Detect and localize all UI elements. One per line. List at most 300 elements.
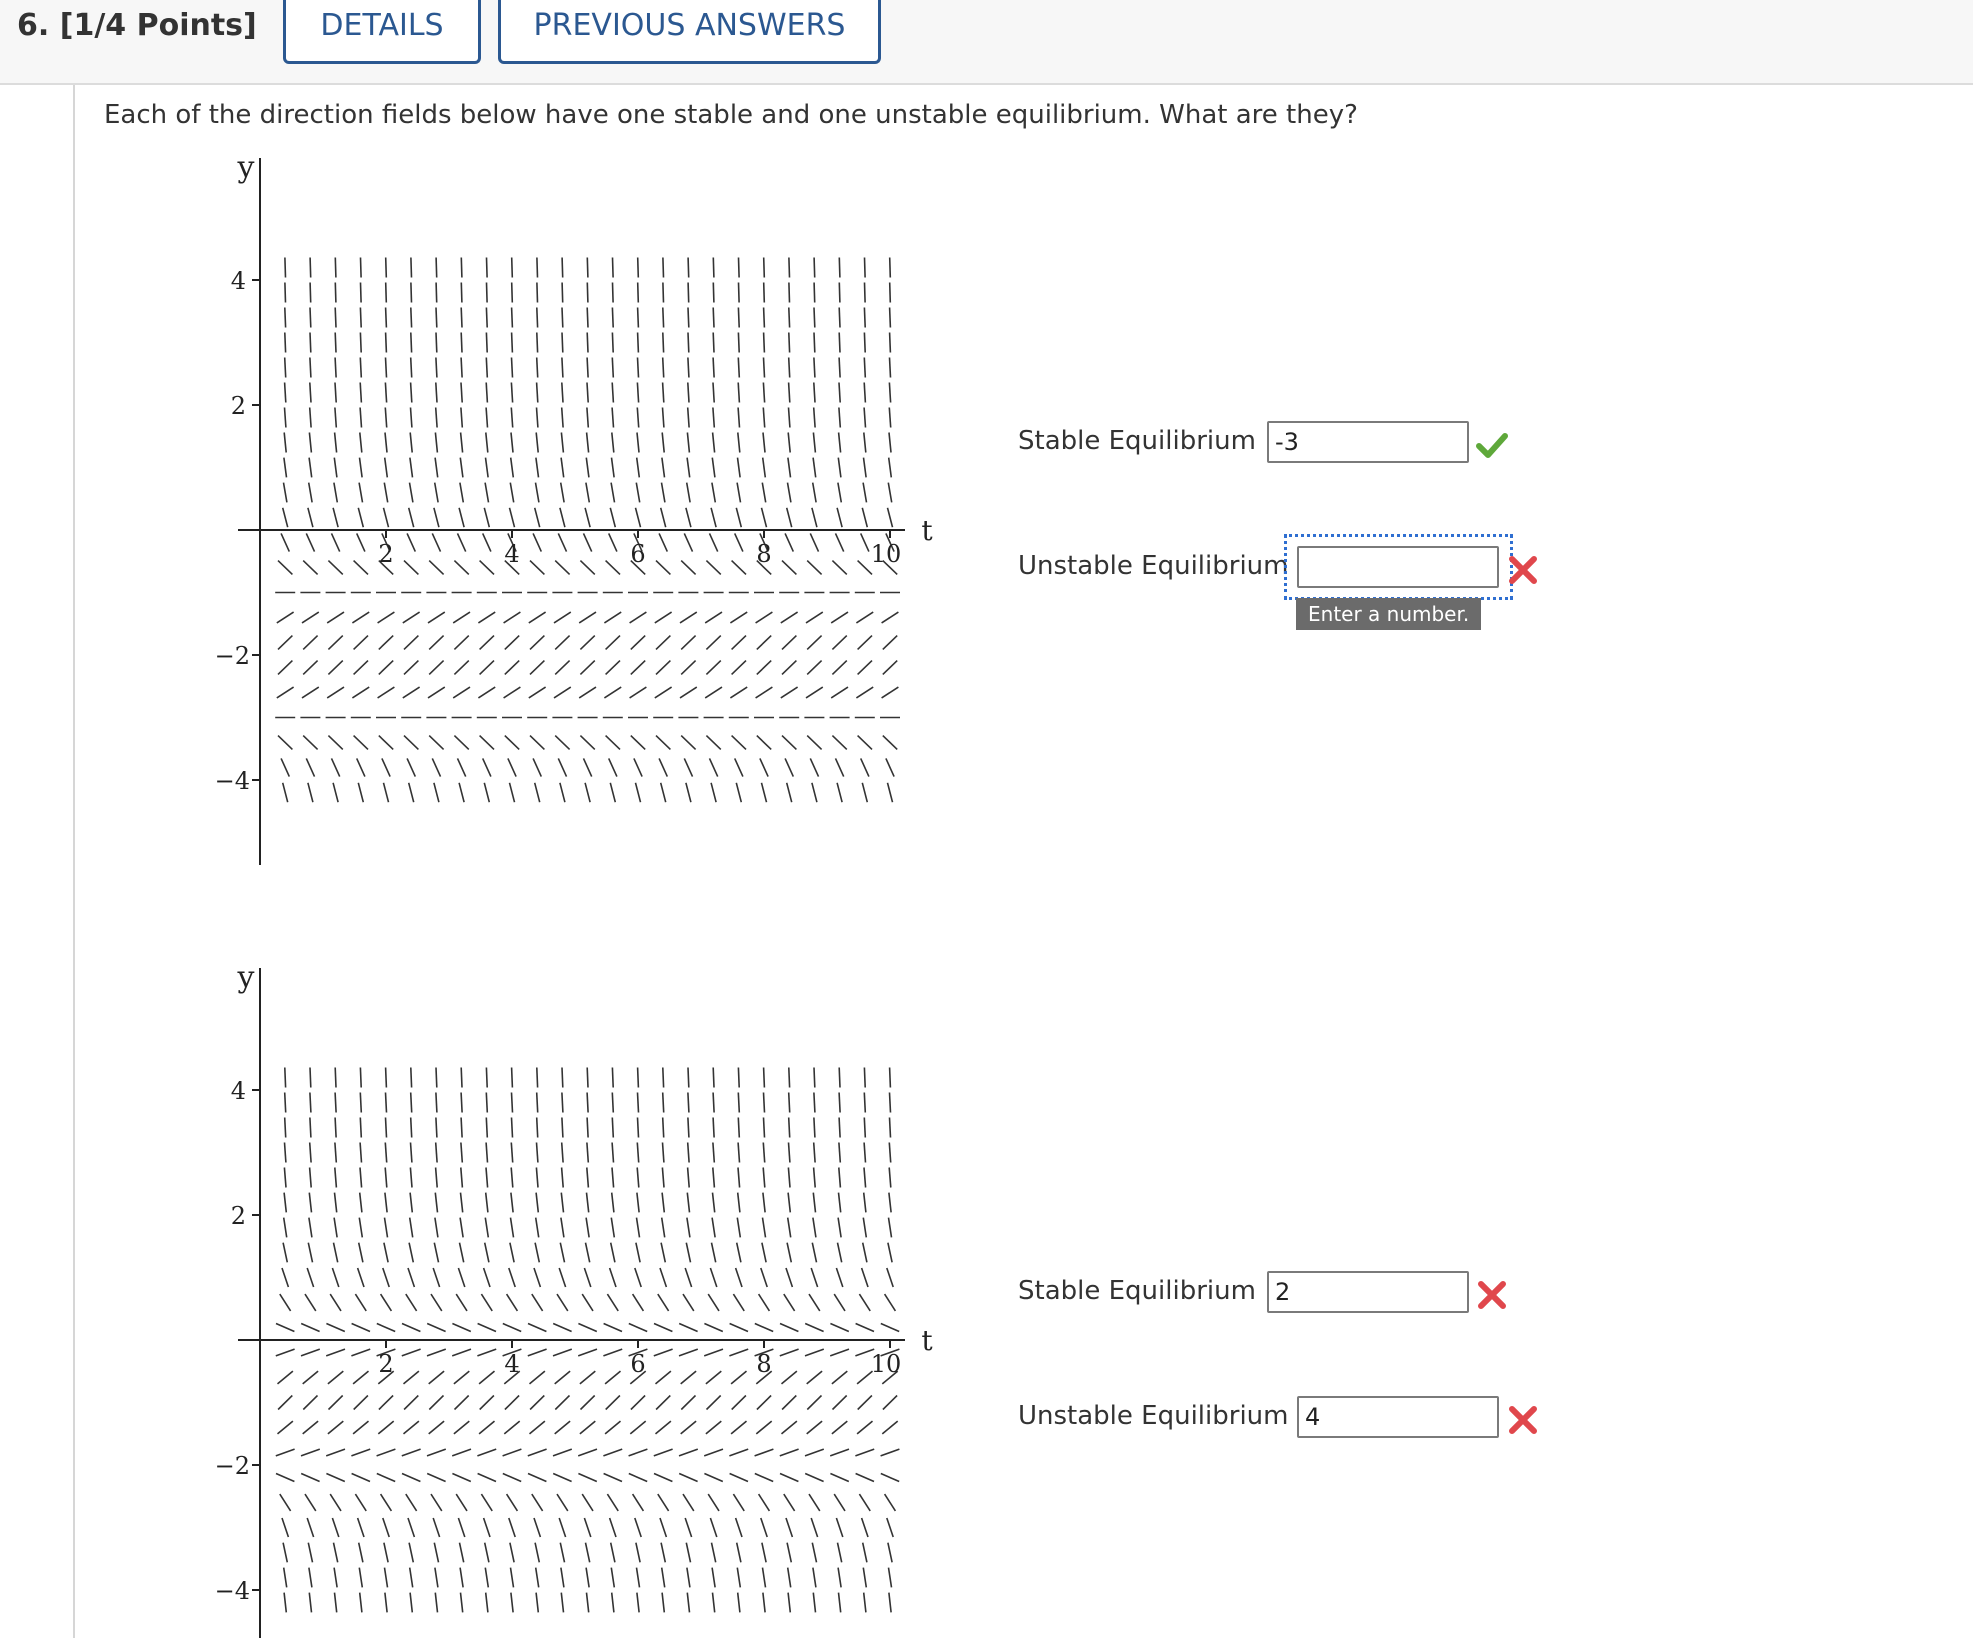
slope-mark [654, 1349, 673, 1356]
slope-mark [507, 1294, 518, 1311]
slope-mark [386, 1093, 387, 1113]
slope-mark [429, 1371, 444, 1384]
slope-mark [480, 661, 494, 675]
slope-mark [359, 483, 362, 503]
slope-mark [864, 1168, 866, 1188]
slope-mark [335, 333, 336, 353]
slope-mark [679, 1474, 697, 1482]
slope-mark [333, 783, 338, 802]
slope-mark [354, 1396, 368, 1410]
slope-mark [864, 1093, 865, 1113]
slope-mark [512, 1068, 513, 1088]
slope-mark [839, 308, 840, 328]
slope-mark [310, 333, 311, 353]
slope-mark [587, 358, 588, 378]
slope-mark [606, 736, 620, 750]
slope-mark [436, 258, 437, 278]
slope-mark [611, 1218, 614, 1238]
slope-mark [864, 333, 865, 353]
slope-mark [888, 483, 891, 503]
slope-mark [411, 1093, 412, 1113]
slope-mark [687, 1593, 689, 1613]
slope-mark [882, 1421, 897, 1434]
slope-mark [605, 1371, 620, 1384]
slope-mark [731, 1371, 746, 1384]
slope-mark [582, 1294, 593, 1311]
slope-mark [329, 1396, 343, 1410]
slope-mark [788, 483, 791, 503]
slope-mark [856, 612, 873, 623]
slope-mark [283, 1243, 287, 1263]
slope-mark [386, 1118, 387, 1138]
slope-mark [511, 383, 512, 403]
slope-mark [428, 612, 445, 623]
slope-mark [308, 1243, 312, 1263]
slope-mark [536, 1593, 538, 1613]
slope-mark [537, 383, 538, 403]
slope-mark [480, 561, 494, 575]
slope-mark [836, 1268, 842, 1287]
slope-mark [454, 661, 468, 675]
slope-mark [782, 636, 796, 650]
slope-mark [402, 1449, 421, 1456]
slope-mark [711, 508, 716, 527]
slope-mark [713, 1193, 715, 1213]
slope-mark [761, 1518, 767, 1537]
slope-mark [377, 1474, 395, 1482]
slope-mark [560, 1243, 564, 1263]
slope-mark [586, 1568, 589, 1588]
slope-mark [562, 333, 563, 353]
slope-mark [578, 1474, 596, 1482]
slope-mark [303, 561, 317, 575]
slope-mark [888, 783, 893, 802]
slope-mark [578, 1449, 597, 1456]
slope-mark [713, 283, 714, 303]
slope-mark [352, 687, 369, 698]
slope-mark [680, 612, 697, 623]
slope-mark [755, 1449, 774, 1456]
slope-mark [285, 333, 286, 353]
slope-mark [280, 1294, 291, 1311]
slope-mark [310, 358, 311, 378]
slope-mark [881, 1324, 899, 1332]
slope-mark [383, 1518, 389, 1537]
slope-mark [587, 283, 588, 303]
slope-mark [409, 783, 414, 802]
slope-mark [604, 1474, 622, 1482]
slope-mark [562, 258, 563, 278]
unstable-equilibrium-input-1[interactable] [1297, 546, 1499, 588]
slope-mark [663, 1093, 664, 1113]
slope-mark [332, 1518, 338, 1537]
slope-mark [881, 1449, 900, 1456]
stable-equilibrium-input-2[interactable] [1267, 1271, 1469, 1313]
slope-mark [301, 1449, 320, 1456]
slope-mark [434, 783, 439, 802]
slope-mark [461, 1593, 463, 1613]
slope-mark [836, 758, 844, 776]
slope-mark [706, 1371, 721, 1384]
slope-mark [486, 408, 487, 428]
slope-mark [763, 1143, 764, 1163]
slope-mark [732, 561, 746, 575]
slope-mark [889, 383, 890, 403]
slope-mark [662, 483, 665, 503]
slope-mark [685, 1268, 691, 1287]
slope-mark [587, 1593, 589, 1613]
slope-mark [587, 333, 588, 353]
slope-mark [435, 1193, 437, 1213]
slope-mark [530, 661, 544, 675]
slope-mark [830, 1449, 849, 1456]
slope-mark [358, 1268, 364, 1287]
slope-mark [530, 561, 544, 575]
slope-mark [479, 1421, 494, 1434]
slope-mark [730, 687, 747, 698]
slope-mark [404, 1396, 418, 1410]
slope-mark [612, 458, 615, 478]
slope-mark [786, 1268, 792, 1287]
slope-mark [330, 1294, 341, 1311]
slope-mark [704, 1449, 723, 1456]
slope-mark [460, 1243, 464, 1263]
slope-mark [536, 458, 539, 478]
slope-mark [832, 1371, 847, 1384]
slope-mark [836, 533, 844, 551]
slope-mark [612, 1143, 613, 1163]
slope-mark [739, 258, 740, 278]
slope-mark [706, 661, 720, 675]
slope-mark [461, 433, 463, 453]
slope-mark [536, 483, 539, 503]
slope-mark [832, 661, 846, 675]
stable-equilibrium-label-2: Stable Equilibrium [1018, 1276, 1256, 1306]
slope-mark [713, 258, 714, 278]
slope-mark [580, 636, 594, 650]
slope-mark [456, 1494, 467, 1511]
slope-mark [460, 458, 463, 478]
slope-mark [283, 508, 288, 527]
slope-mark [458, 1518, 464, 1537]
slope-mark [807, 1371, 822, 1384]
slope-mark [781, 687, 798, 698]
slope-mark [536, 433, 538, 453]
slope-mark [656, 1396, 670, 1410]
slope-mark [789, 358, 790, 378]
slope-mark [511, 1193, 513, 1213]
slope-mark [834, 1294, 845, 1311]
slope-mark [359, 1243, 363, 1263]
slope-mark [536, 1193, 538, 1213]
slope-mark [708, 1294, 719, 1311]
slope-mark [285, 1093, 286, 1113]
slope-mark [681, 661, 695, 675]
question-text: Each of the direction fields below have one stable and one unstable equilibrium. What are they? [104, 100, 1358, 130]
slope-mark [411, 358, 412, 378]
slope-mark [656, 1421, 671, 1434]
slope-mark [661, 508, 666, 527]
slope-mark [839, 1593, 841, 1613]
slope-mark [688, 358, 689, 378]
slope-mark [861, 758, 869, 776]
slope-mark [301, 1349, 320, 1356]
slope-mark [679, 1449, 698, 1456]
slope-mark [361, 258, 362, 278]
slope-mark [839, 383, 840, 403]
slope-mark [335, 1593, 337, 1613]
slope-mark [883, 736, 897, 750]
slope-mark [553, 1349, 572, 1356]
slope-mark [485, 1568, 488, 1588]
slope-mark [379, 636, 393, 650]
slope-mark [382, 758, 390, 776]
slope-mark [785, 758, 793, 776]
slope-mark [453, 687, 470, 698]
y-axis-label: y [237, 960, 255, 995]
slope-mark [327, 687, 344, 698]
slope-mark [560, 1543, 564, 1563]
slope-mark [504, 687, 521, 698]
slope-mark [310, 1118, 311, 1138]
slope-mark [658, 1294, 669, 1311]
slope-mark [764, 258, 765, 278]
slope-mark [764, 283, 765, 303]
slope-mark [411, 258, 412, 278]
details-button[interactable]: DETAILS [283, 0, 481, 64]
slope-mark [357, 758, 365, 776]
slope-mark [385, 1168, 387, 1188]
slope-mark [434, 508, 439, 527]
slope-mark [805, 1474, 823, 1482]
slope-mark [630, 1421, 645, 1434]
unstable-equilibrium-input-2[interactable] [1297, 1396, 1499, 1438]
slope-mark [302, 687, 319, 698]
slope-mark [837, 508, 842, 527]
stable-equilibrium-label-1: Stable Equilibrium [1018, 426, 1256, 456]
slope-mark [328, 561, 342, 575]
slope-mark [609, 533, 617, 551]
slope-mark [560, 508, 565, 527]
slope-mark [735, 533, 743, 551]
slope-mark [839, 1143, 840, 1163]
slope-mark [611, 483, 614, 503]
slope-mark [561, 483, 564, 503]
previous-answers-button[interactable]: PREVIOUS ANSWERS [498, 0, 881, 64]
slope-mark [326, 1324, 344, 1332]
slope-mark [864, 1193, 866, 1213]
slope-mark [453, 612, 470, 623]
slope-mark [662, 458, 665, 478]
slope-mark [309, 1218, 312, 1238]
slope-mark [710, 758, 718, 776]
slope-mark [612, 1168, 614, 1188]
slope-mark [606, 636, 620, 650]
slope-mark [282, 1268, 288, 1287]
slope-mark [755, 1324, 773, 1332]
slope-mark [309, 1568, 312, 1588]
slope-mark [858, 636, 872, 650]
x-tick-label: 10 [870, 1350, 902, 1378]
x-tick-label: 6 [630, 540, 646, 568]
slope-mark [386, 283, 387, 303]
slope-mark [806, 612, 823, 623]
slope-mark [633, 1294, 644, 1311]
slope-mark [888, 508, 893, 527]
slope-mark [814, 308, 815, 328]
slope-mark [663, 383, 664, 403]
slope-mark [688, 1068, 689, 1088]
slope-mark [410, 458, 413, 478]
slope-mark [478, 1474, 496, 1482]
slope-mark [686, 1243, 690, 1263]
slope-mark [537, 308, 538, 328]
slope-mark [780, 1449, 799, 1456]
slope-mark [487, 258, 488, 278]
slope-mark [461, 283, 462, 303]
slope-mark [610, 1268, 616, 1287]
slope-mark [662, 1168, 664, 1188]
slope-mark [562, 1143, 563, 1163]
slope-mark [510, 483, 513, 503]
slope-mark [486, 358, 487, 378]
slope-mark [427, 1349, 446, 1356]
slope-mark [764, 333, 765, 353]
input-tooltip: Enter a number. [1296, 598, 1481, 630]
slope-mark [630, 687, 647, 698]
slope-mark [764, 358, 765, 378]
slope-mark [310, 1068, 311, 1088]
slope-mark [756, 1421, 771, 1434]
slope-mark [305, 1494, 316, 1511]
slope-mark [636, 1243, 640, 1263]
slope-mark [711, 783, 716, 802]
slope-mark [352, 612, 369, 623]
slope-mark [611, 1243, 615, 1263]
slope-mark [276, 1474, 294, 1482]
slope-mark [533, 758, 541, 776]
slope-mark [332, 1268, 338, 1287]
slope-mark [580, 1371, 595, 1384]
slope-mark [687, 483, 690, 503]
slope-mark [761, 1268, 767, 1287]
stable-equilibrium-input-1[interactable] [1267, 421, 1469, 463]
slope-mark [534, 1518, 540, 1537]
slope-mark [360, 308, 361, 328]
slope-mark [404, 561, 418, 575]
slope-mark [434, 1243, 438, 1263]
slope-mark [688, 1168, 690, 1188]
slope-mark [411, 408, 412, 428]
slope-mark [865, 258, 866, 278]
slope-mark [789, 333, 790, 353]
slope-mark [360, 1593, 362, 1613]
slope-mark [660, 1268, 666, 1287]
slope-mark [332, 533, 340, 551]
slope-mark [481, 1294, 492, 1311]
slope-mark [335, 433, 337, 453]
slope-mark [686, 1543, 690, 1563]
slope-mark [582, 1494, 593, 1511]
slope-mark [687, 1218, 690, 1238]
slope-mark [807, 1396, 821, 1410]
slope-mark [480, 736, 494, 750]
slope-mark [686, 783, 691, 802]
slope-mark [409, 1243, 413, 1263]
slope-mark [309, 483, 312, 503]
slope-mark [882, 687, 899, 698]
slope-mark [355, 1494, 366, 1511]
slope-mark [458, 533, 466, 551]
slope-mark [607, 1294, 618, 1311]
slope-mark [856, 687, 873, 698]
slope-mark [864, 408, 865, 428]
slope-mark [663, 408, 664, 428]
slope-mark [360, 1168, 362, 1188]
slope-mark [586, 1218, 589, 1238]
slope-mark [789, 1068, 790, 1088]
slope-mark [403, 687, 420, 698]
slope-mark [360, 1068, 361, 1088]
slope-mark [503, 1324, 521, 1332]
slope-mark [360, 1193, 362, 1213]
slope-mark [587, 408, 588, 428]
slope-mark [587, 1118, 588, 1138]
slope-mark [309, 458, 312, 478]
slope-mark [310, 258, 311, 278]
slope-mark [762, 508, 767, 527]
slope-mark [704, 1349, 723, 1356]
slope-mark [704, 1474, 722, 1482]
slope-mark [558, 533, 566, 551]
slope-mark [351, 1449, 370, 1456]
slope-mark [580, 661, 594, 675]
slope-mark [478, 612, 495, 623]
slope-mark [789, 1143, 790, 1163]
slope-mark [635, 1518, 641, 1537]
slope-mark [764, 1093, 765, 1113]
slope-mark [537, 333, 538, 353]
slope-mark [656, 636, 670, 650]
slope-mark [328, 1421, 343, 1434]
slope-mark [836, 1518, 842, 1537]
slope-mark [838, 1218, 841, 1238]
slope-mark [603, 1349, 622, 1356]
slope-mark [402, 1324, 420, 1332]
slope-mark [688, 258, 689, 278]
slope-mark [634, 758, 642, 776]
slope-mark [585, 783, 590, 802]
slope-mark [712, 483, 715, 503]
question-title [17, 8, 257, 44]
slope-mark [535, 508, 540, 527]
slope-mark [409, 1543, 413, 1563]
slope-mark [378, 1421, 393, 1434]
slope-mark [831, 687, 848, 698]
slope-mark [606, 1396, 620, 1410]
slope-mark [863, 1218, 866, 1238]
slope-mark [386, 1068, 387, 1088]
slope-mark [738, 1143, 739, 1163]
slope-mark [764, 308, 765, 328]
slope-mark [863, 1543, 867, 1563]
slope-mark [459, 783, 464, 802]
slope-mark [379, 1396, 393, 1410]
slope-mark [586, 483, 589, 503]
slope-mark [278, 661, 292, 675]
slope-mark [839, 358, 840, 378]
slope-mark [512, 308, 513, 328]
